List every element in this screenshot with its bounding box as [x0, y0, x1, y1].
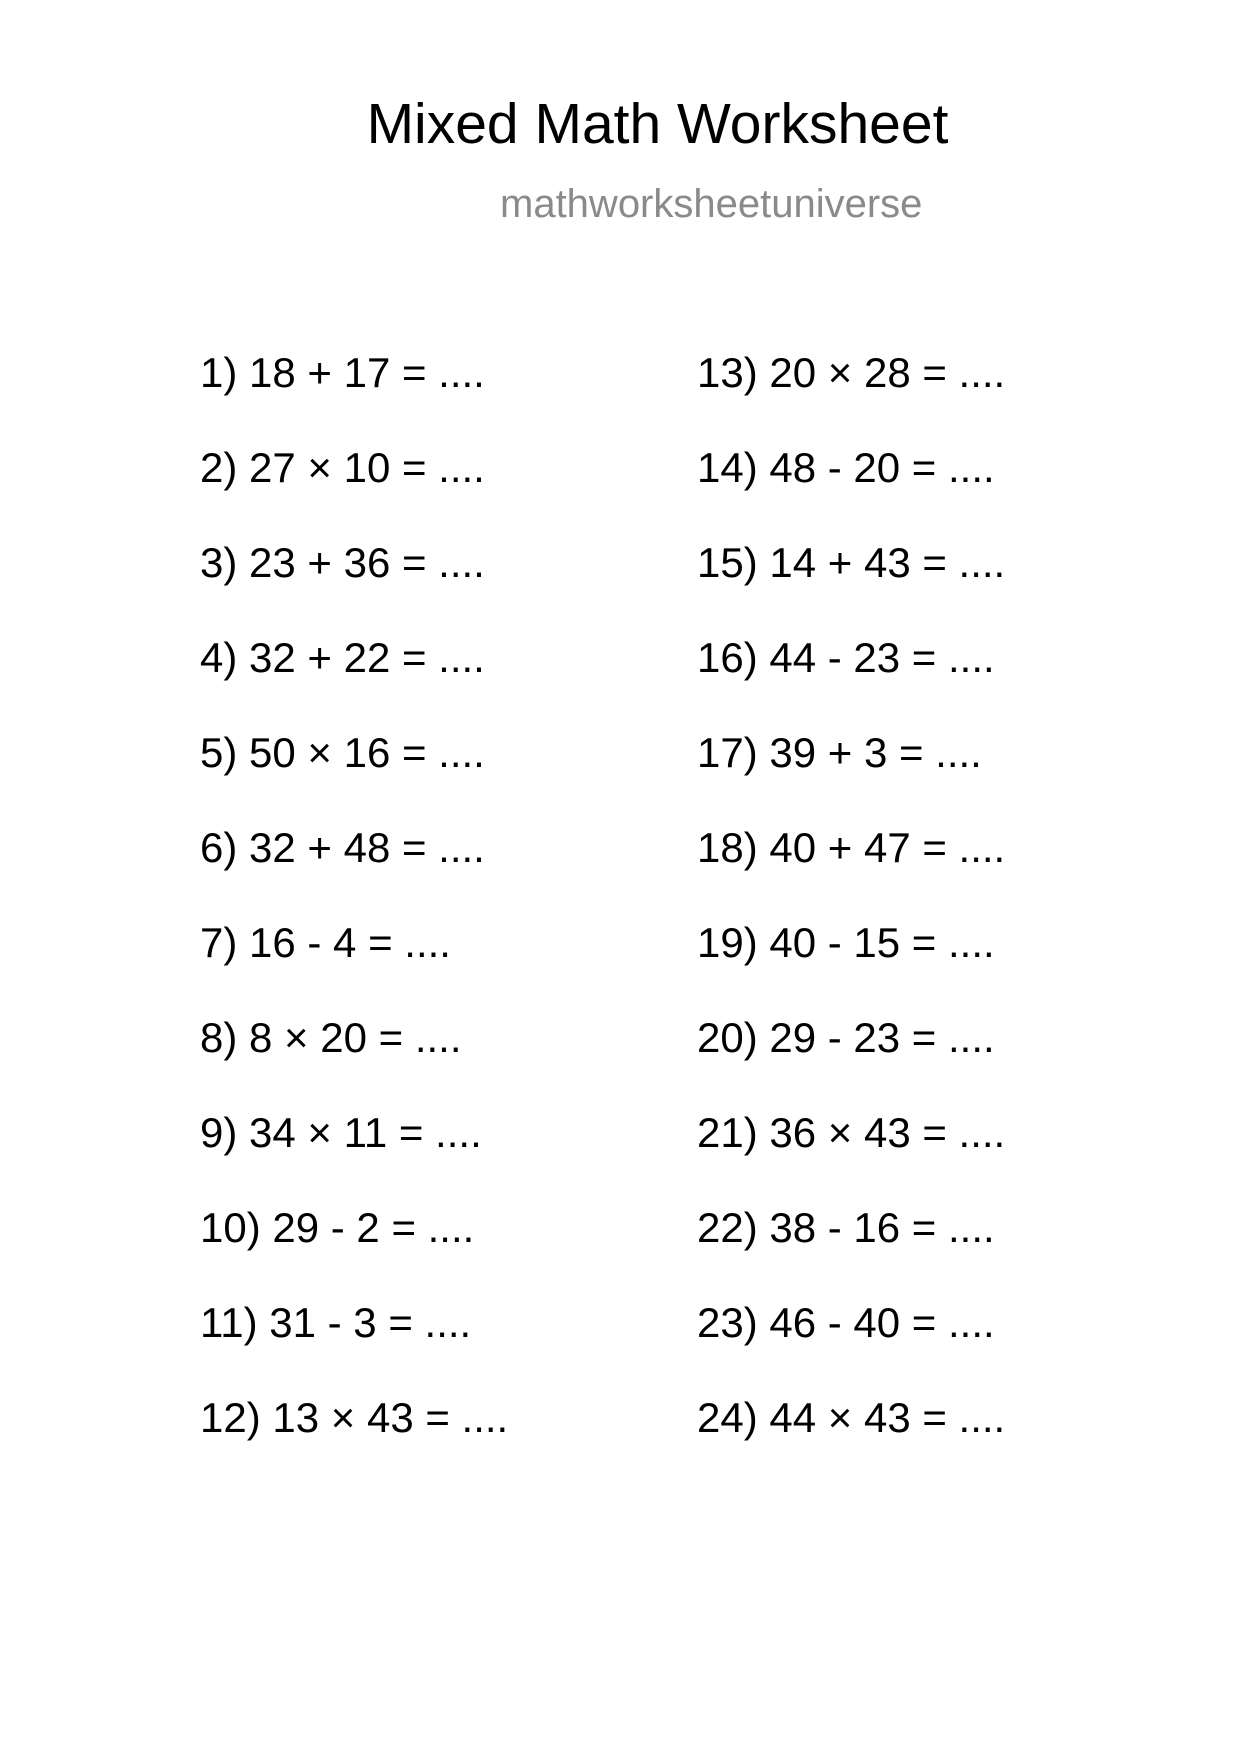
problem-item: 17) 39 + 3 = ....	[697, 729, 982, 776]
problem-item: 4) 32 + 22 = ....	[200, 634, 485, 681]
problem-item: 2) 27 × 10 = ....	[200, 444, 485, 491]
problem-item: 10) 29 - 2 = ....	[200, 1204, 475, 1251]
problem-list-left	[200, 348, 508, 1488]
problem-list-right	[697, 348, 1005, 1488]
problem-item: 20) 29 - 23 = ....	[697, 1014, 995, 1061]
problem-item: 22) 38 - 16 = ....	[697, 1204, 995, 1251]
problem-item: 9) 34 × 11 = ....	[200, 1109, 482, 1156]
problem-item: 3) 23 + 36 = ....	[200, 539, 485, 586]
problem-item: 19) 40 - 15 = ....	[697, 919, 995, 966]
problem-item: 8) 8 × 20 = ....	[200, 1014, 462, 1061]
problem-item: 23) 46 - 40 = ....	[697, 1299, 995, 1346]
problem-item: 6) 32 + 48 = ....	[200, 824, 485, 871]
problem-item: 15) 14 + 43 = ....	[697, 539, 1006, 586]
problem-item: 24) 44 × 43 = ....	[697, 1394, 1006, 1441]
problem-item: 12) 13 × 43 = ....	[200, 1394, 509, 1441]
problem-item: 21) 36 × 43 = ....	[697, 1109, 1006, 1156]
problem-item: 5) 50 × 16 = ....	[200, 729, 485, 776]
page-title: Mixed Math Worksheet	[366, 92, 949, 156]
problem-item: 13) 20 × 28 = ....	[697, 349, 1006, 396]
page-subtitle: mathworksheetuniverse	[500, 182, 923, 226]
problem-item: 7) 16 - 4 = ....	[200, 919, 451, 966]
problem-item: 11) 31 - 3 = ....	[200, 1299, 472, 1346]
problem-item: 18) 40 + 47 = ....	[697, 824, 1006, 871]
problem-item: 14) 48 - 20 = ....	[697, 444, 995, 491]
problem-item: 1) 18 + 17 = ....	[200, 349, 485, 396]
problem-item: 16) 44 - 23 = ....	[697, 634, 995, 681]
